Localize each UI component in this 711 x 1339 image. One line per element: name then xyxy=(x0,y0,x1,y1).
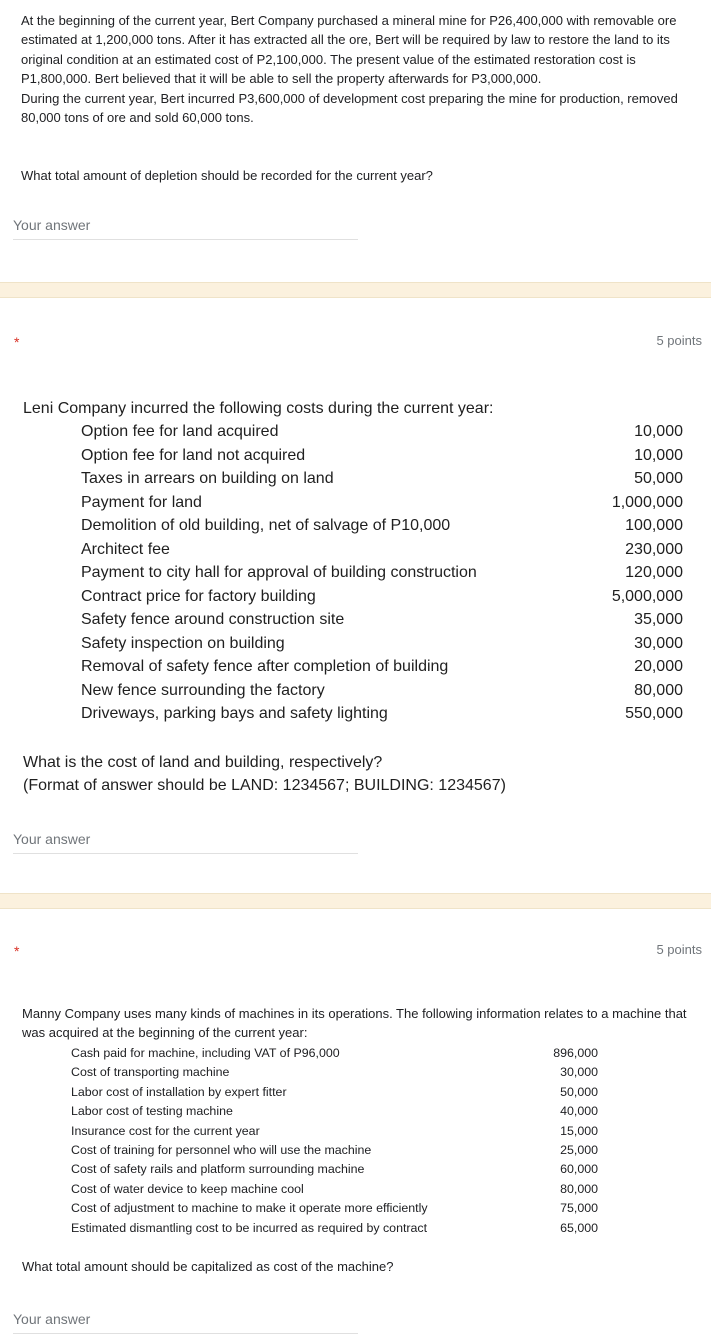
question-paragraph: At the beginning of the current year, Bert Company purchased a mineral mine for P26,400,000 with removable ore estimated at 1,200,000 tons. After it has extracted all the ore, Bert will be required by law to restore the land to its original condition at an estimated cost of P2,100,000. The present value of the estimated restoration cost is P1,800,000. Bert believed that it will be able to sell the property afterwards for P3,000,000. xyxy=(21,13,677,87)
cost-item-label: New fence surrounding the factory xyxy=(81,681,325,699)
cost-item-label: Labor cost of installation by expert fitter xyxy=(71,1084,287,1099)
section-divider xyxy=(0,893,711,909)
cost-item-amount: 896,000 xyxy=(553,1046,598,1060)
cost-item-amount: 15,000 xyxy=(560,1123,598,1138)
question-paragraph: During the current year, Bert incurred P3,600,000 of development cost preparing the mine for production, removed 80,000 tons of ore and sold 60,000 tons. xyxy=(21,90,678,126)
question-card-machine-cost xyxy=(0,909,711,1339)
answer-input[interactable]: Your answer xyxy=(13,217,358,240)
cost-item-label: Cash paid for machine, including VAT of P96,000 xyxy=(71,1046,340,1060)
cost-item-amount: 230,000 xyxy=(625,540,683,558)
cost-item-label: Estimated dismantling cost to be incurred as required by contract xyxy=(71,1220,428,1235)
cost-item-amount: 5,000,000 xyxy=(611,587,683,605)
cost-item-amount: 550,000 xyxy=(625,705,683,722)
cost-item-amount: 80,000 xyxy=(560,1181,598,1196)
cost-item-label: Contract price for factory building xyxy=(81,587,316,605)
points-label: 5 points xyxy=(656,942,702,957)
question-text-depletion xyxy=(21,11,693,127)
cost-item-label: Option fee for land acquired xyxy=(81,423,279,440)
cost-item-amount: 20,000 xyxy=(634,658,683,675)
cost-item-label: Removal of safety fence after completion of building xyxy=(81,658,449,675)
question-prompt: What total amount should be capitalized as cost of the machine? xyxy=(22,1259,394,1274)
question-prompt: What total amount of depletion should be recorded for the current year? xyxy=(21,168,433,183)
cost-item-amount: 60,000 xyxy=(560,1162,598,1177)
cost-item-label: Safety fence around construction site xyxy=(81,611,345,628)
cost-item-amount: 10,000 xyxy=(634,446,683,464)
cost-item-amount: 100,000 xyxy=(625,517,683,534)
cost-item-amount: 50,000 xyxy=(560,1084,598,1099)
question-intro: Manny Company uses many kinds of machines in its operations. The following information relates to a machine that was acquired at the beginning of the current year: xyxy=(22,1006,687,1041)
cost-item-label: Cost of transporting machine xyxy=(71,1065,230,1080)
cost-item-amount: 1,000,000 xyxy=(611,493,683,511)
cost-item-label: Insurance cost for the current year xyxy=(71,1123,260,1138)
cost-item-label: Labor cost of testing machine xyxy=(71,1104,233,1119)
cost-item-label: Payment to city hall for approval of building construction xyxy=(81,564,477,581)
cost-item-label: Cost of water device to keep machine cool xyxy=(71,1181,304,1196)
cost-item-amount: 10,000 xyxy=(634,423,683,440)
question-card-depletion xyxy=(0,0,711,282)
cost-item-label: Driveways, parking bays and safety lighting xyxy=(81,705,388,722)
cost-item-amount: 35,000 xyxy=(634,611,683,628)
cost-item-label: Cost of adjustment to machine to make it operate more efficiently xyxy=(71,1201,428,1216)
required-asterisk: * xyxy=(14,334,20,350)
cost-item-amount: 25,000 xyxy=(560,1143,598,1157)
cost-item-label: Demolition of old building, net of salvage of P10,000 xyxy=(81,517,451,534)
cost-item-amount: 50,000 xyxy=(634,470,683,487)
cost-item-amount: 30,000 xyxy=(634,634,683,652)
cost-item-label: Cost of training for personnel who will use the machine xyxy=(71,1143,372,1157)
question-intro: Leni Company incurred the following costs during the current year: xyxy=(23,400,494,417)
cost-item-label: Option fee for land not acquired xyxy=(81,446,306,464)
cost-item-label: Cost of safety rails and platform surrounding machine xyxy=(71,1162,365,1177)
question-card-land-building xyxy=(0,298,711,893)
cost-item-amount: 65,000 xyxy=(560,1220,598,1235)
cost-item-amount: 75,000 xyxy=(560,1201,598,1216)
answer-input[interactable]: Your answer xyxy=(13,1311,358,1334)
question-prompt: What is the cost of land and building, respectively? xyxy=(23,754,383,771)
answer-input[interactable]: Your answer xyxy=(13,831,358,854)
points-label: 5 points xyxy=(656,333,702,348)
cost-item-label: Architect fee xyxy=(81,540,170,558)
cost-item-label: Safety inspection on building xyxy=(81,634,285,652)
answer-format-note: (Format of answer should be LAND: 1234567; BUILDING: 1234567) xyxy=(23,777,506,794)
cost-item-label: Payment for land xyxy=(81,493,202,511)
cost-item-amount: 40,000 xyxy=(560,1104,598,1119)
section-divider xyxy=(0,282,711,298)
cost-item-amount: 30,000 xyxy=(560,1065,598,1080)
cost-item-amount: 120,000 xyxy=(625,564,683,581)
cost-item-label: Taxes in arrears on building on land xyxy=(81,470,334,487)
required-asterisk: * xyxy=(14,943,20,959)
cost-item-amount: 80,000 xyxy=(634,681,683,699)
